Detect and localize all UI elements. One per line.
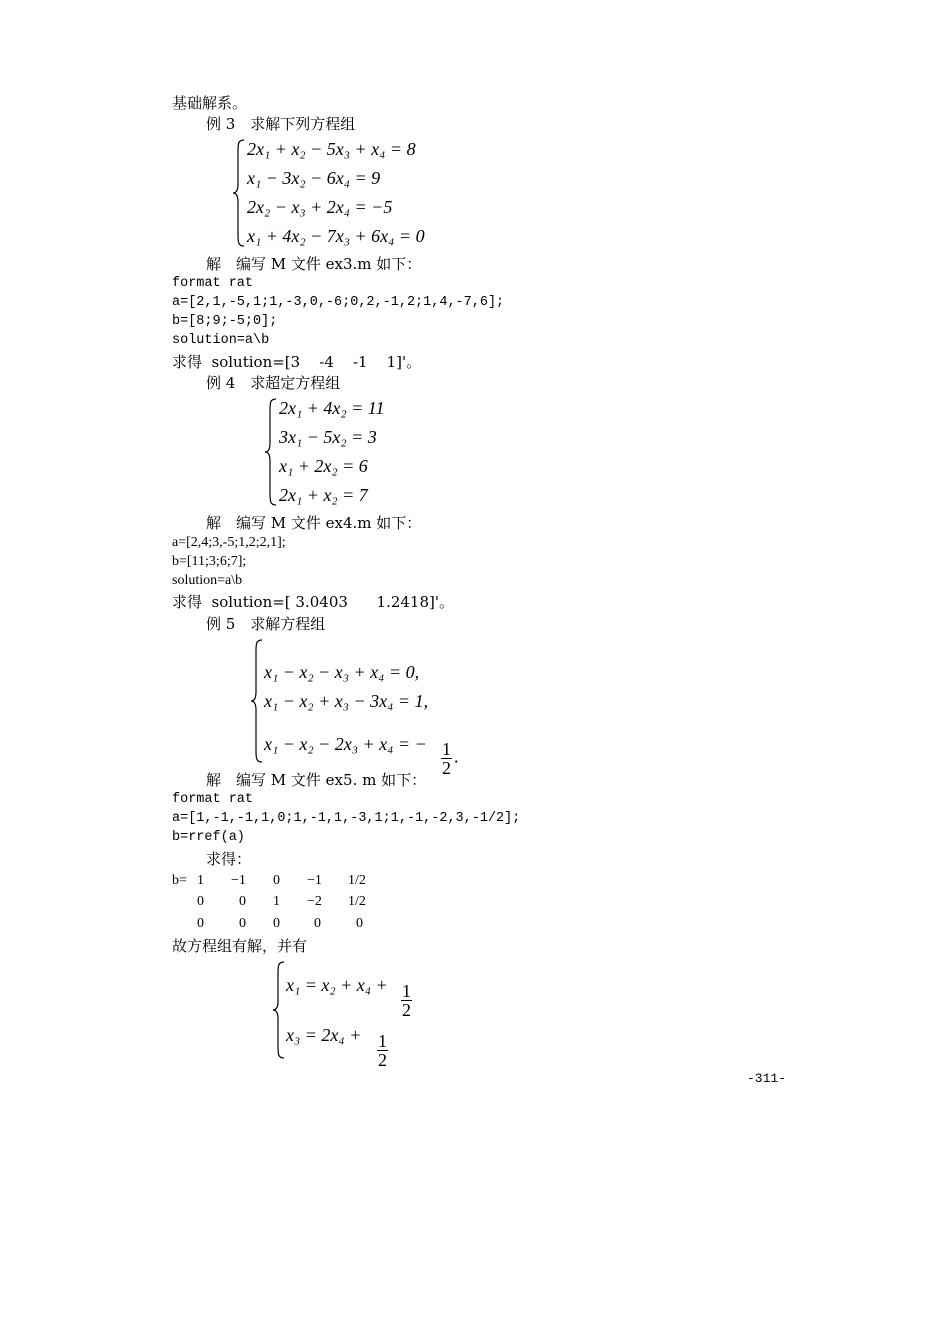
- final-eq-1-fraction: [390, 960, 414, 1019]
- fraction-denominator: 2: [442, 758, 451, 778]
- intro-text: 基础解系。: [172, 94, 248, 112]
- matrix-cell: −2: [307, 894, 322, 909]
- ex4-code-line: b=[11;3;6;7];: [172, 554, 247, 569]
- final-eq-1: x₁ = x₂ + x₄ +: [286, 975, 388, 995]
- matrix-cell: −1: [307, 873, 322, 888]
- ex4-code-line: a=[2,4;3,-5;1,2;2,1];: [172, 535, 286, 550]
- ex3-code-line: format rat: [172, 276, 254, 291]
- fraction-numerator: 1: [442, 739, 451, 759]
- matrix-cell: 1: [273, 894, 280, 909]
- ex3-solution-intro: 解 编写 M 文件 ex3.m 如下：: [206, 255, 422, 273]
- matrix-cell: 0: [273, 873, 280, 888]
- matrix-cell: 1: [197, 873, 204, 888]
- ex4-eq-3: x₁ + 2x₂ = 6: [279, 456, 368, 476]
- fraction-numerator: 1: [378, 1031, 387, 1051]
- fraction-denominator: 2: [378, 1050, 387, 1070]
- example3-title: 例 3 求解下列方程组: [206, 115, 356, 133]
- ex3-eq-3: 2x₂ − x₃ + 2x₄ = −5: [247, 197, 393, 217]
- fraction-denominator: 2: [402, 1000, 411, 1020]
- ex4-eq-4: 2x₁ + x₂ = 7: [279, 485, 368, 505]
- matrix-cell: 0: [197, 916, 204, 931]
- final-brace: [272, 960, 286, 1060]
- example5-title: 例 5 求解方程组: [206, 615, 326, 633]
- ex3-code-line: b=[8;9;-5;0];: [172, 314, 278, 329]
- ex5-eq-3: x₁ − x₂ − 2x₃ + x₄ = −: [264, 734, 427, 754]
- matrix-cell: 1/2: [348, 894, 366, 909]
- ex5-conclusion: 故方程组有解，并有: [172, 937, 308, 955]
- ex3-code-line: solution=a\b: [172, 333, 270, 348]
- ex3-code-line: a=[2,1,-5,1;1,-3,0,-6;0,2,-1,2;1,4,-7,6];: [172, 295, 505, 310]
- example4-title: 例 4 求超定方程组: [206, 374, 341, 392]
- ex4-brace: [264, 397, 278, 507]
- matrix-cell: 0: [356, 916, 363, 931]
- ex5-code-line: a=[1,-1,-1,1,0;1,-1,1,-3,1;1,-1,-2,3,-1/2];: [172, 811, 521, 826]
- matrix-cell: 0: [314, 916, 321, 931]
- ex3-eq-1: 2x₁ + x₂ − 5x₃ + x₄ = 8: [247, 139, 416, 159]
- ex5-code-line: b=rref(a): [172, 830, 245, 845]
- final-eq-2: x₃ = 2x₄ +: [286, 1025, 362, 1045]
- ex5-obtained: 求得：: [206, 850, 252, 868]
- ex4-eq-1: 2x₁ + 4x₂ = 11: [279, 398, 385, 418]
- period: .: [454, 746, 459, 767]
- matrix-cell: 1/2: [348, 873, 366, 888]
- fraction-numerator: 1: [402, 981, 411, 1001]
- matrix-cell: 0: [239, 894, 246, 909]
- ex5-solution-intro: 解 编写 M 文件 ex5. m 如下：: [206, 771, 427, 789]
- matrix-cell: −1: [231, 873, 246, 888]
- page-number: -311-: [747, 1071, 787, 1086]
- matrix-cell: 0: [273, 916, 280, 931]
- ex3-eq-2: x₁ − 3x₂ − 6x₄ = 9: [247, 168, 381, 188]
- ex5-eq-2: x₁ − x₂ + x₃ − 3x₄ = 1,: [264, 691, 429, 711]
- matrix-cell: 0: [197, 894, 204, 909]
- ex5-eq-1: x₁ − x₂ − x₃ + x₄ = 0,: [264, 662, 420, 682]
- ex5-eq-3-fraction: [430, 718, 459, 777]
- ex5-brace: [250, 638, 264, 764]
- ex3-brace: [232, 138, 246, 248]
- ex3-result: 求得 solution=[3 -4 -1 1]'。: [172, 353, 422, 371]
- matrix-label: b=: [172, 873, 187, 888]
- matrix-cell: 0: [239, 916, 246, 931]
- final-eq-2-fraction: [366, 1010, 390, 1069]
- ex3-eq-4: x₁ + 4x₂ − 7x₃ + 6x₄ = 0: [247, 226, 425, 246]
- ex4-solution-intro: 解 编写 M 文件 ex4.m 如下：: [206, 514, 422, 532]
- ex4-eq-2: 3x₁ − 5x₂ = 3: [279, 427, 377, 447]
- ex4-code-line: solution=a\b: [172, 573, 243, 588]
- ex5-code-line: format rat: [172, 792, 254, 807]
- ex4-result: 求得 solution=[ 3.0403 1.2418]'。: [172, 593, 454, 611]
